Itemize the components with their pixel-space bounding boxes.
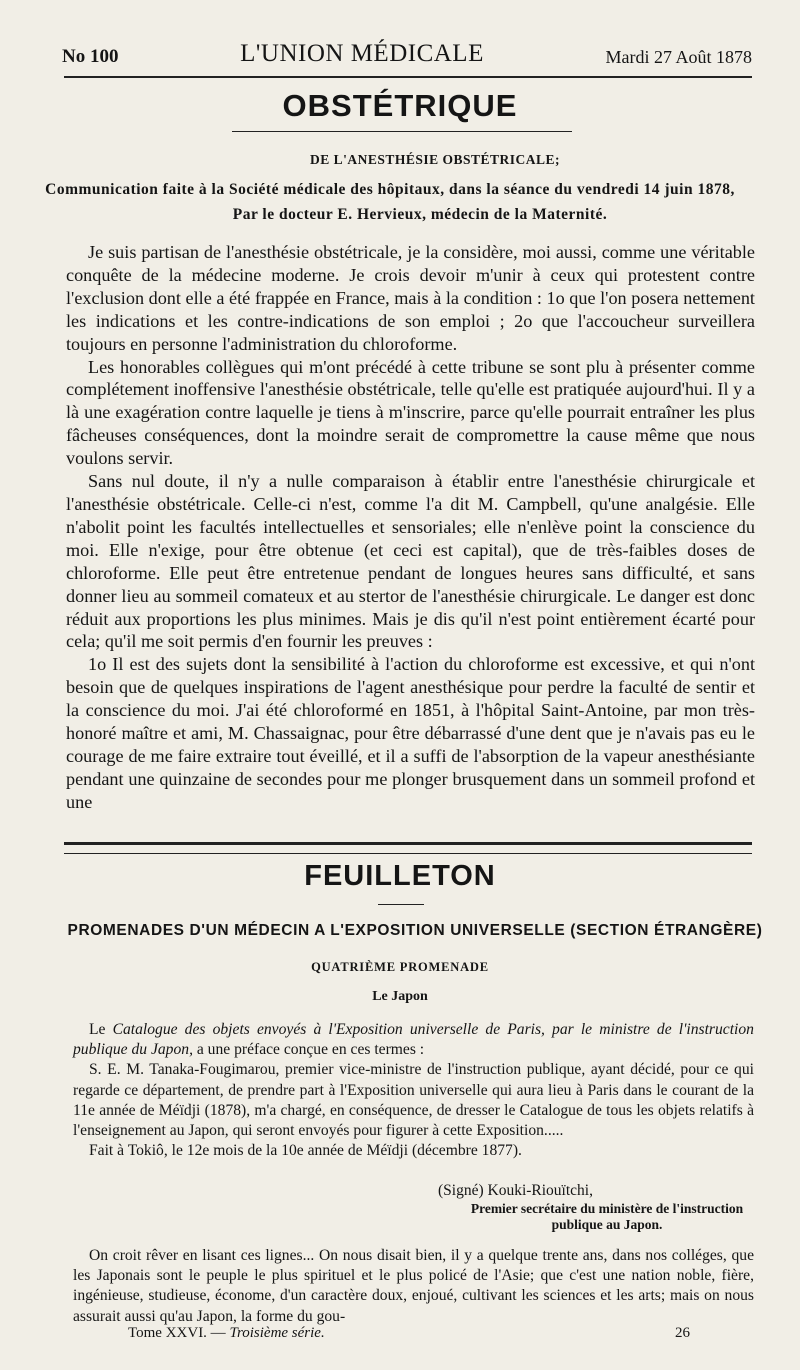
intro-text-end: a une préface conçue en ces termes :: [192, 1041, 425, 1059]
date-line: Fait à Tokiô, le 12e mois de la 10e année de Méïdji (décembre 1877).: [89, 1142, 522, 1160]
tome-label: Tome XXVI. —: [128, 1325, 230, 1341]
paragraph: Je suis partisan de l'anesthésie obstétricale, je la considère, moi aussi, comme une véritable conquête de la médecine moderne. Je crois devoir m'unir à ceux qui protestent contre l'exclusion dont elle a été frappée en France, mais à la condition : 1o que l'on posera nettement les indications et les contre-indications de son emploi ; 2o que l'accoucheur surveillera toujours en personne l'administration du chloroforme.: [66, 242, 755, 354]
signature-role: Premier secrétaire du ministère de l'instruction publique au Japon.: [470, 1201, 744, 1232]
intro-paragraph: [73, 1020, 754, 1060]
journal-title: L'UNION MÉDICALE: [240, 40, 484, 67]
paragraph: Sans nul doute, il n'y a nulle comparaison à établir entre l'anesthésie chirurgicale et l'anesthésie obstétricale. Celle-ci n'est, comme l'a dit M. Campbell, qu'une analgésie. Elle n'abolit point les facultés intellectuelles et sensoriales; elle n'enlève point la conscience du moi. Elle n'exige, pour être obtenue (et ceci est capital), que de très-faibles doses de chloroforme. Elle peut être entretenue pendant de longues heures sans difficulté, et sans donner lieu au sommeil comateux et au stertor de l'anesthésie chirurgicale. Le danger est donc réduit aux proportions les plus minimes. Mais je dis qu'il n'est point entièrement écarté pour cela; qu'il me soit permis d'en fournir les preuves :: [66, 471, 755, 652]
closing-paragraph: On croit rêver en lisant ces lignes... On nous disait bien, il y a quelque trente ans, dans nos colléges, que les Japonais sont le peuple le plus spirituel et le plus policé de l'Asie; que c'est une nation noble, fière, ingénieuse, studieuse, économe, d'un caractère doux, enjoué, cultivant les sciences et les arts; mais on nous assurait aussi qu'au Japon, la forme du gou-: [73, 1247, 754, 1325]
header-rule: [64, 76, 752, 78]
promenade-title: QUATRIÈME PROMENADE: [311, 960, 489, 974]
page-number: 26: [675, 1325, 690, 1341]
issue-date: Mardi 27 Août 1878: [605, 47, 752, 67]
signature: (Signé) Kouki-Riouïtchi,: [438, 1182, 593, 1199]
paragraph: Les honorables collègues qui m'ont précédé à cette tribune se sont plu à présenter comme complétement inoffensive l'anesthésie obstétricale, telle qu'elle est pratiquée aujourd'hui. Il y a là une exagération contre laquelle je tiens à m'inscrire, parce qu'elle pourrait entraîner les plus fâcheuses conséquences, dont la moindre serait de compromettre la cause même que nous voulons servir.: [66, 356, 755, 469]
article-title: DE L'ANESTHÉSIE OBSTÉTRICALE;: [309, 152, 561, 167]
volume-info: [128, 1325, 325, 1342]
page-footer: [128, 1325, 690, 1342]
feuilleton-body: [73, 1020, 754, 1161]
section-title-feuilleton: FEUILLETON: [304, 860, 496, 892]
issue-number: No 100: [62, 46, 119, 67]
communication-line: Communication faite à la Société médicale des hôpitaux, dans la séance du vendredi 14 juin 1878,: [45, 181, 735, 198]
section-title-underline: [232, 131, 572, 132]
feuilleton-closing: [73, 1246, 754, 1327]
series-title: PROMENADES D'UN MÉDECIN A L'EXPOSITION UNIVERSELLE (SECTION ÉTRANGÈRE): [67, 922, 763, 939]
subtitle-japon: Le Japon: [372, 989, 428, 1004]
quote-paragraph: S. E. M. Tanaka-Fougimarou, premier vice-ministre de l'instruction publique, ayant décidé, pour ce qui regarde ce département, de prendre part à l'Exposition universelle qui aura lieu à Paris dans le courant de la 11e année de Méïdji (1878), m'a chargé, en conséquence, de dresser le Catalogue de tous les objets relatifs à l'enseignement au Japon, qui seront envoyés pour figurer à cette Exposition.....: [73, 1061, 754, 1140]
section-title-obstetrique: OBSTÉTRIQUE: [282, 88, 518, 123]
series-label: Troisième série.: [229, 1325, 325, 1341]
page-header: [62, 34, 752, 68]
article-body: [66, 241, 755, 814]
catalogue-title: Catalogue des objets envoyés à l'Exposition universelle de Paris, par le ministre de l'instruction publique du Japon,: [73, 1021, 754, 1059]
feuilleton-divider: [64, 842, 752, 854]
author-line: Par le docteur E. Hervieux, médecin de la Maternité.: [232, 206, 608, 223]
feuilleton-underline: [378, 904, 424, 905]
intro-text: Le: [89, 1021, 113, 1038]
paragraph: 1o Il est des sujets dont la sensibilité à l'action du chloroforme est excessive, et qui n'ont besoin que de quelques inspirations de l'agent anesthésique pour perdre la faculté de sentir et la conscience du moi. J'ai été chloroformé en 1851, à l'hôpital Saint-Antoine, par mon très-honoré maître et ami, M. Chassaignac, pour être débarrassé d'une dent que je n'avais pas eu le courage de me faire extraire tout éveillé, et il a suffi de l'absorption de la vapeur anesthésiante pendant une quinzaine de secondes pour me plonger brusquement dans un sommeil profond et une: [66, 654, 755, 812]
